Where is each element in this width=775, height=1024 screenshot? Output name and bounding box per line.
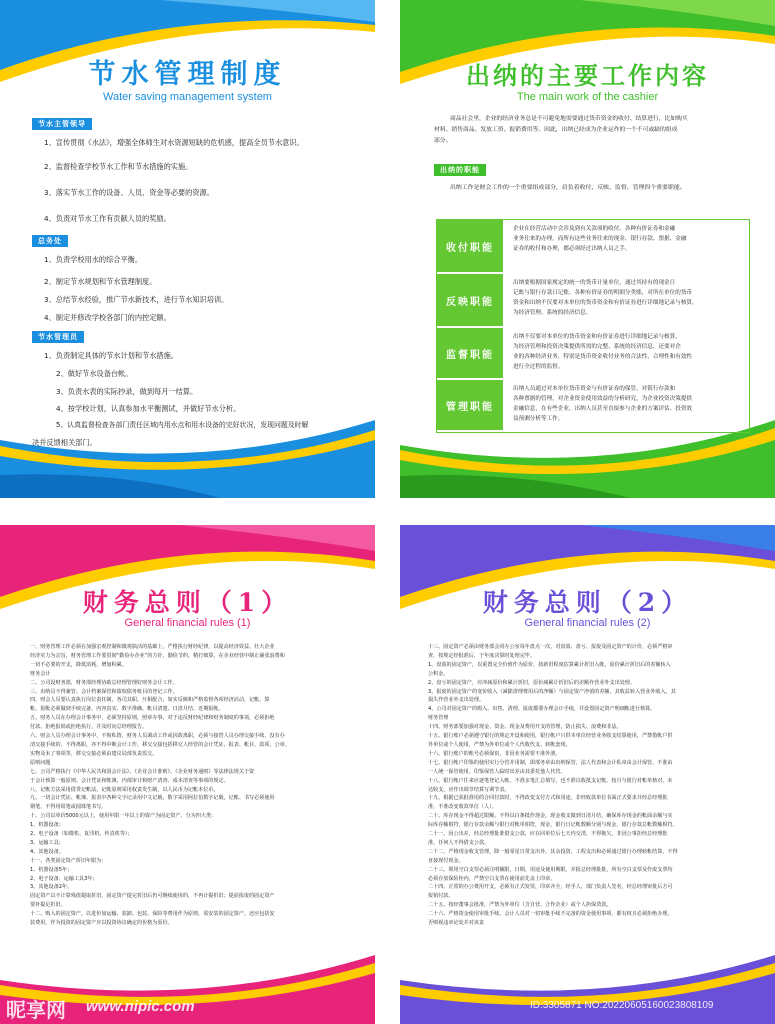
- rule-line: 财务会计: [30, 670, 51, 677]
- rule-line: 十九、根据已获批准用的合同付款时，不得改变支付方式和用途。非经收款单位书面正式要求并经总经理批: [428, 795, 668, 802]
- rule-line: 十四、财务部要加强对现金、资金、现金及费用开支的管理，防止损失、浪费和非法。: [428, 724, 622, 731]
- rule-line: 经济实力为宗旨，财务管理工作要贯彻“勤俭办企业”的方针，勤俭节约，精打细算，在企业经营中制止铺张浪费和: [30, 652, 285, 659]
- intro-line: 部分。: [434, 138, 452, 144]
- duty-line: 金融信息，在有些企业，出纳人员甚至直接参与企业的方案评估、投资效: [513, 406, 693, 412]
- cashier-intro: [434, 114, 748, 147]
- rule-line: 否则视违章论处并对该责: [428, 920, 485, 927]
- rule-line: 帐、报帐必须做到手续完备、内容真实、数字准确、帐目清楚、日清月结、近期报帐。: [30, 706, 224, 713]
- duty-line: 进行全过程的监督。: [513, 364, 564, 370]
- rule-line: 十三、固定资产必须由财务部会同办公室每年盘点一次，对盘盈、盘亏、报废及固定资产的计价，必须严格审: [428, 644, 673, 650]
- rules1-body: [30, 643, 348, 928]
- rule-line: 必须存放保险柜内，严禁空白支票在使用前先盖上印章。: [428, 875, 556, 882]
- section-tag-leader: 节水主管领导: [32, 118, 92, 130]
- duty-line: 记账与银行存款日记账、各种有价证券的明细分类账，对所在单位的货币: [513, 290, 693, 296]
- duty-line: 为经济管理和投资决策提供所需的完整、系统的经济信息，还要对企: [513, 344, 681, 350]
- duty-label: 反映职能: [437, 274, 503, 326]
- rule-line: 一人统一保管使用。印鉴保管人临时出差由其委托他人代管。: [428, 768, 566, 775]
- rule-line: 际库存额相符，银行存款余额与银行对帐单相符，现金、银行日记帐数额分别与现金、银行存款总帐数额相符。: [428, 822, 678, 829]
- section1-item: 3、落实节水工作的设备、人员、资金等必要的资源。: [44, 188, 214, 197]
- panel3-title: 财务总则（1）: [82, 588, 293, 617]
- panel4-title: 财务总则（2）: [482, 588, 693, 617]
- duty-line: 出纳要根据国家规定的统一的货币计量单位，通过其持有的现金日: [513, 280, 676, 286]
- rule-line: 六、财会人员办理会计事务中，不徇私情，财务人员调动工作或因故离职，必须与接替人员办理交接手续，没有办: [30, 733, 285, 740]
- rule-line: 固定资产以不计算残值提取折旧，固定资产提完折旧后仍可继续使用的，不再计提折旧；提前报废的固定资产: [30, 893, 275, 900]
- duty-line: 为经济管理、系统的经济信息。: [513, 310, 592, 316]
- rule-line: 二十二、严格现金收支管理，除一般零星日常支出外，其余投资，工程支出和必须通过银行办理转帐结算，不得: [428, 848, 678, 855]
- rule-line: 损失作营业外支出处理。: [428, 697, 485, 704]
- rule-line: 二十一、因公出差，经总经理批准借支公款，应在回单位后七天内交清，不得拖欠，非因公事拒经总经理批: [428, 831, 668, 838]
- duty-line: 业的各种经济业务，特别是货币资金收付业务的合法性、合理性和有效性: [513, 354, 693, 360]
- section3-item: 3、负责水表的实际抄录，做到每月一结算。: [56, 387, 198, 396]
- rule-line: 十二、购入的固定资产，以进价加运输、装卸、包装、保险等费用作为原则，需安装的固定资产，还应包括安: [30, 911, 275, 918]
- rule-line: 一切不必要的开支，降低消耗，增加积累。: [30, 661, 127, 668]
- panel2-subtitle: The main work of the cashier: [516, 91, 659, 103]
- duty-row-collect: [437, 220, 747, 272]
- intro-line: 商品社会里，企业的经济业务总是不可避免地需要通过货币资金的收付、结算进行，比如购买: [450, 116, 688, 122]
- rule-line: 外单位或个人使用，严禁为外单位或个人代收代支、转帐套现。: [428, 741, 571, 748]
- rule-line: 3、其他设备2年。: [30, 884, 73, 891]
- panel4-subtitle: General financial rules (2): [524, 617, 651, 629]
- rule-line: 一、财务管理工作必须在加强宏观控制和微观搞活的基础上，严格执行财经纪律，以提高经济效益、壮大企业: [30, 644, 275, 650]
- rule-line: 2、电子设备、运输工具3年；: [30, 875, 98, 882]
- rule-line: 付款、拒绝报销或拒绝执行，并及时向总经理报告。: [30, 724, 148, 731]
- rule-line: 九、一切会计凭证、帐簿、报表中各种文字记录用中文记载，数字采用阿拉伯数字记载，记帐、书写必须使用: [30, 795, 275, 802]
- watermark-url: www.nipic.com: [86, 998, 195, 1015]
- intro-line: 材料、销售商品、发放工资、报销费用等。因此，出纳已经成为企业运作的一个不可或缺的组成: [434, 127, 678, 133]
- section2-item: 3、总结节水经验，推广节水新技术，进行节水知识培训。: [44, 295, 229, 304]
- rule-line: 十一、各类固定资产折旧年限为：: [30, 857, 107, 864]
- section-tag-general-affairs: 总务处: [32, 235, 68, 247]
- rule-line: 清交接手续的，不得离职，亦不得中断会计工作，移交交接包括移交人经管的会计凭证、报表、帐目、款项、公章、: [30, 741, 290, 748]
- panel2-title: 出纳的主要工作内容: [466, 61, 709, 90]
- section1-item: 4、负责对节水工作有贡献人员的奖励。: [44, 214, 171, 223]
- rule-line: 二十、库存现金不得超过限额，不得以白条抵作现金，现金收支做到日清月结，确保库存现金的帐面余额与实: [428, 813, 673, 820]
- rule-line: 五、财务人员在办理会计事务中，必须坚持原则，照章办事，对于违反财经纪律和财务制度的事项，必须拒绝: [30, 715, 275, 722]
- section2-item: 4、制定并修改学校各部门的内控定额。: [44, 313, 171, 322]
- panel-water-saving: [0, 0, 375, 498]
- rule-line: 七、公司严格执行《中华人民共和国会计法》、《企业会计准则》、《企业财务通则》等法律法规关于资: [30, 768, 255, 775]
- rule-line: 3、运输工具；: [30, 839, 64, 846]
- rule-line: 原则问题: [30, 759, 51, 766]
- panel1-subtitle: Water saving management system: [103, 91, 272, 103]
- duty-row-supervise: [437, 328, 747, 378]
- panel1-title: 节水管理制度: [88, 59, 287, 90]
- rule-line: 要补提足折旧。: [30, 902, 66, 909]
- section3-item: 决并反馈相关部门。: [32, 438, 97, 447]
- rule-line: 准，不准改变收款单位（人）。: [428, 804, 497, 811]
- duty-line: 业务往来的办理，而所有这些业务往来的现金、银行存款、票据、金融: [513, 236, 687, 242]
- rule-line: 十八、银行帐户往来应逐笔登记入帐，不准多笔汇总填写，也不准以收抵支记帐，按月与银行对帐单核对，未: [428, 777, 673, 784]
- duty-row-manage: [437, 380, 747, 430]
- rule-line: 二十五、按经董事会批准，严禁为外单位（含自营、合作企业）或个人担保贷款。: [428, 902, 612, 909]
- panel3-subtitle: General financial rules (1): [124, 617, 251, 629]
- section1-item: 1、宣传贯彻《水法》，增强全体师生对水资源短缺的危机感，提高全员节水意识。: [44, 138, 304, 147]
- section1-item: 2、监督检查学校节水工作和节水措施的实施。: [44, 162, 193, 171]
- watermark-id: ID:3305871 NO:20220605160023808109: [530, 1000, 714, 1011]
- rule-line: 2、电子设备（如微机、复印机、传真机等）；: [30, 831, 133, 838]
- cashier-function-text: 出纳工作是财会工作的一个重要组成部分，肩负着收付、反映、监督、管理四个重要职能。: [450, 185, 686, 191]
- rule-line: 1、机器设备；: [30, 822, 64, 829]
- rule-line: 四、财会人员要认真执行岗位责任制，各司其职，互相配合，如实反映和严格监督各项经济活动，记帐、算: [30, 697, 270, 704]
- rule-line: 2、盘亏的固定资产，应冲减原价和累计折旧，原价减累计折旧后的差额作营业外支出处理。: [428, 679, 635, 686]
- duty-text: [505, 328, 747, 378]
- duty-line: 各种票据的管理，对企业资金使用效益的分析研究，为企业投资决策提供: [513, 396, 693, 402]
- rule-line: 二十三、领用空白支票必须注明额限，日期、用途及使用期限，并报总经理批批，所有空白支票及作废支票均: [428, 866, 673, 873]
- section-tag-water-manager: 节水管理员: [32, 331, 84, 343]
- duty-line: 企业在经营活动中会涉及到有关款项的收付、各种有价证券和金融: [513, 226, 676, 232]
- rule-line: 准，任何人不得借支公款。: [428, 839, 490, 846]
- rule-line: 十六、银行账户的账号必须保密，非因业务需要不准外泄。: [428, 750, 561, 757]
- rule-line: 八、记帐方法采用借贷记帐法，记帐原则采用权责发生制，以人民币为记帐本位币。: [30, 786, 219, 793]
- duty-line: 益预测分析等工作。: [513, 416, 564, 422]
- rule-line: 1、机器设备5年；: [30, 866, 73, 873]
- section3-item: 5、认真监督检查各部门责任区域内用水点和用水设备的完好状况，发现问题及时解: [56, 421, 309, 429]
- rule-line: 二十六、严格资金使用审批手续，会计人员对一切审批手续不完备的资金使用事项，都有权且必须拒绝办理。: [428, 911, 673, 918]
- section3-item: 1、负责制定具体的节水计划和节水措施。: [44, 351, 178, 360]
- duty-row-reflect: [437, 274, 747, 326]
- rule-line: 十七、银行帐户印鉴的使用实行分管并用制，即部务章由出纳保管，法人代表和会计私章由会计保管，不准由: [428, 759, 673, 766]
- duty-line: 证券的收付和办理，都必须经过出纳人员之手。: [513, 246, 631, 252]
- duty-text: [505, 380, 747, 430]
- rule-line: 装费用，作为投资的固定资产应以投资协议确定的价格为原价。: [30, 920, 173, 927]
- rule-line: 报销付款。: [428, 893, 454, 900]
- rule-line: 查，按规定经批准后，于年度决算时处理完毕。: [428, 652, 535, 659]
- rule-line: 三、出纳员不得兼管、会计档案保管和债权债务账目的登记工作。: [30, 688, 178, 695]
- rule-line: 钢笔，不得用铅笔或圆珠笔书写。: [30, 804, 107, 811]
- rule-line: 4、其他设备。: [30, 848, 64, 855]
- rule-line: 达收支，应作出调节结算写调节表。: [428, 786, 510, 793]
- rule-line: 直接现付现金。: [428, 857, 464, 864]
- rule-line: 实物及未了事项等，移交交接必须由建议局部负责监交。: [30, 750, 158, 757]
- watermark-logo: 昵享网: [6, 998, 66, 1022]
- section2-item: 1、负责学校用水的综合平衡。: [44, 255, 143, 264]
- duty-text: [505, 220, 747, 272]
- rule-line: 财务管理: [428, 715, 449, 722]
- section3-item: 2、做好节水设备台帐。: [56, 369, 133, 378]
- duty-line: 资金和出纳不仅要对本单位的货币资金和有价证券进行详细地记录与核算，: [513, 300, 698, 306]
- duty-label: 收付职能: [437, 220, 503, 272]
- section3-item: 4、按学校计划，认真参加水平衡测试，并做好节水分析。: [56, 404, 241, 413]
- rules2-body: [428, 643, 750, 928]
- duty-label: 监督职能: [437, 328, 503, 378]
- rule-line: 4、公司对固定资产的购入、出售、清理、报废都要办理会计手续，并设置固定资产明细帐进行核算。: [428, 706, 656, 713]
- rule-line: 1、盘盈的固定资产，以重置完全价值作为原价，按新旧程度估算累计折旧入帐，原价累计折旧后的差额转入: [428, 661, 671, 668]
- rule-line: 二十四、正常的办公费用开支，必须有正式发票，印章齐全，经手人、部门负责人签名，经总经理审批后方可: [428, 884, 673, 891]
- rule-line: 十五、银行账户必须遵守银行的规定开设和使用，银行帐户只供本单位经营业务收支结算使用，严禁借帐户供: [428, 733, 673, 740]
- rule-line: 十、公司以单价5000元以上，使用年限一年以上的资产为固定资产，分为四大类：: [30, 813, 217, 820]
- rule-line: 二、公司设财务部，财务部经理协助总经理管理好财务会计工作。: [30, 679, 178, 686]
- cashier-function-tag: 出纳的职能: [434, 164, 486, 176]
- duty-line: 出纳人员通过对本单位货币资金与有价证券的保管，对银行存款和: [513, 386, 676, 392]
- rule-line: 3、报废的固定资产的变价收入（减除清理费用后的净额）与固定资产净值的差额，其收益转入营业外收入，其: [428, 688, 676, 695]
- rule-line: 公积金。: [428, 670, 449, 677]
- duty-label: 管理职能: [437, 380, 503, 430]
- duty-line: 出纳不仅要对本单位的货币资金和有价证券进行详细地记录与核算，: [513, 334, 681, 340]
- duty-text: [505, 274, 747, 326]
- rule-line: 于会计核算一般原则、会计凭证和帐簿、内部审计和财产清查、成本清查等事项的规定。: [30, 777, 229, 784]
- section2-item: 2、制定节水规划和节水管理制度。: [44, 277, 157, 286]
